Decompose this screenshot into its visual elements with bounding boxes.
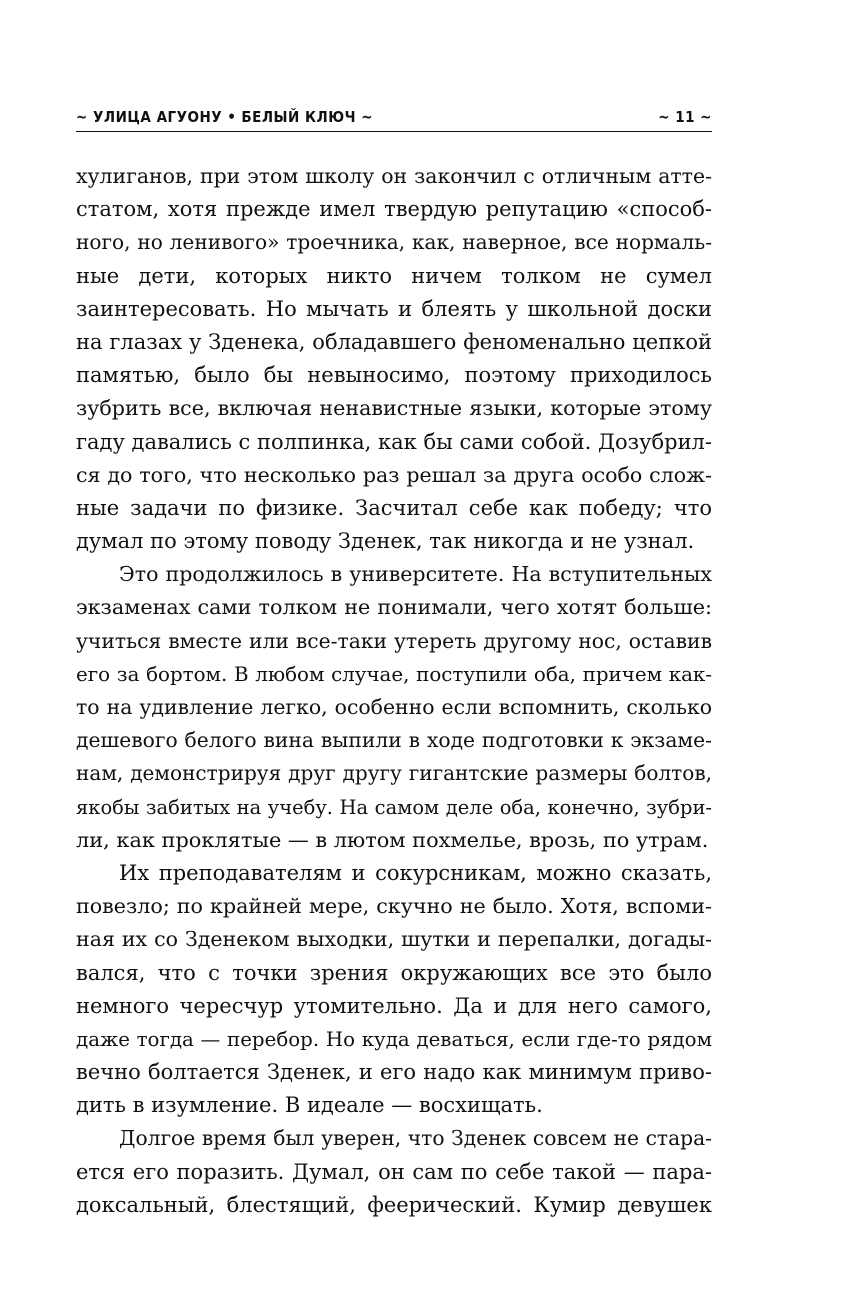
text-line: повезло; по крайней мере, скучно не было. Хотя, вспоми- <box>76 894 712 919</box>
paragraph-1 <box>76 160 712 558</box>
text-line: то на удивление легко, особенно если вспомнить, сколько <box>76 695 712 719</box>
body-text <box>76 160 712 1222</box>
text-line: доксальный, блестящий, феерический. Кумир девушек <box>76 1192 712 1217</box>
text-line: Это продолжилось в университете. На вступительных <box>119 562 712 587</box>
text-line: якобы забитых на учебу. На самом деле оба, конечно, зубри- <box>76 795 712 819</box>
text-line: статом, хотя прежде имел твердую репутацию «способ- <box>76 197 712 222</box>
text-line: ли, как проклятые — в лютом похмелье, врозь, по утрам. <box>76 827 709 852</box>
text-line: ется его поразить. Думал, он сам по себе такой — пара- <box>76 1159 712 1184</box>
text-line: дить в изумление. В идеале — восхищать. <box>76 1093 543 1118</box>
paragraph-3 <box>76 857 712 1123</box>
text-line: дешевого белого вина выпили в ходе подготовки к экзаме- <box>76 728 712 753</box>
bullet-separator: • <box>227 108 237 126</box>
text-line: экзаменах сами толком не понимали, чего хотят больше: <box>76 595 712 620</box>
text-line: ного, но ленивого» троечника, как, наверное, все нормаль- <box>76 230 712 255</box>
text-line: Долгое время был уверен, что Зденек совсем не стара- <box>119 1126 712 1151</box>
text-line: ная их со Зденеком выходки, шутки и перепалки, догады- <box>76 927 712 952</box>
text-line: даже тогда — перебор. Но куда деваться, если где-то рядом <box>76 1027 712 1051</box>
text-line: нам, демонстрируя друг другу гигантские размеры болтов, <box>76 761 712 786</box>
running-head-title <box>76 108 373 126</box>
text-line: думал по этому поводу Зденек, так никогда и не узнал. <box>76 529 695 554</box>
text-line: учиться вместе или все-таки утереть другому нос, оставив <box>76 628 712 653</box>
text-line: зубрить все, включая ненавистные языки, которые этому <box>76 396 712 421</box>
paragraph-2 <box>76 558 712 857</box>
text-line: хулиганов, при этом школу он закончил с отличным атте- <box>76 164 712 188</box>
text-line: ные дети, которых никто ничем толком не сумел <box>76 263 712 288</box>
text-line: памятью, было бы невыносимо, поэтому приходилось <box>76 363 712 388</box>
page-number: ~ 11 ~ <box>658 108 712 126</box>
text-line: вечно болтается Зденек, и его надо как минимум приво- <box>76 1060 712 1085</box>
text-line: ся до того, что несколько раз решал за друга особо слож- <box>76 462 712 487</box>
text-line: ные задачи по физике. Засчитал себе как победу; что <box>76 495 712 520</box>
text-line: гаду давались с полпинка, как бы сами собой. Дозубрил- <box>76 429 712 454</box>
text-line: вался, что с точки зрения окружающих все это было <box>76 960 712 985</box>
text-line: немного чересчур утомительно. Да и для него самого, <box>76 993 712 1018</box>
running-head-author: ~ УЛИЦА АГУОНУ <box>76 108 223 126</box>
paragraph-4 <box>76 1122 712 1222</box>
header-rule <box>76 131 712 132</box>
text-line: его за бортом. В любом случае, поступили оба, причем как- <box>76 662 712 686</box>
text-line: заинтересовать. Но мычать и блеять у школьной доски <box>76 296 712 321</box>
text-line: на глазах у Зденека, обладавшего феноменально цепкой <box>76 329 712 354</box>
running-head <box>76 104 712 130</box>
text-line: Их преподавателям и сокурсникам, можно сказать, <box>119 860 712 885</box>
running-head-book-title: БЕЛЫЙ КЛЮЧ ~ <box>241 108 374 126</box>
